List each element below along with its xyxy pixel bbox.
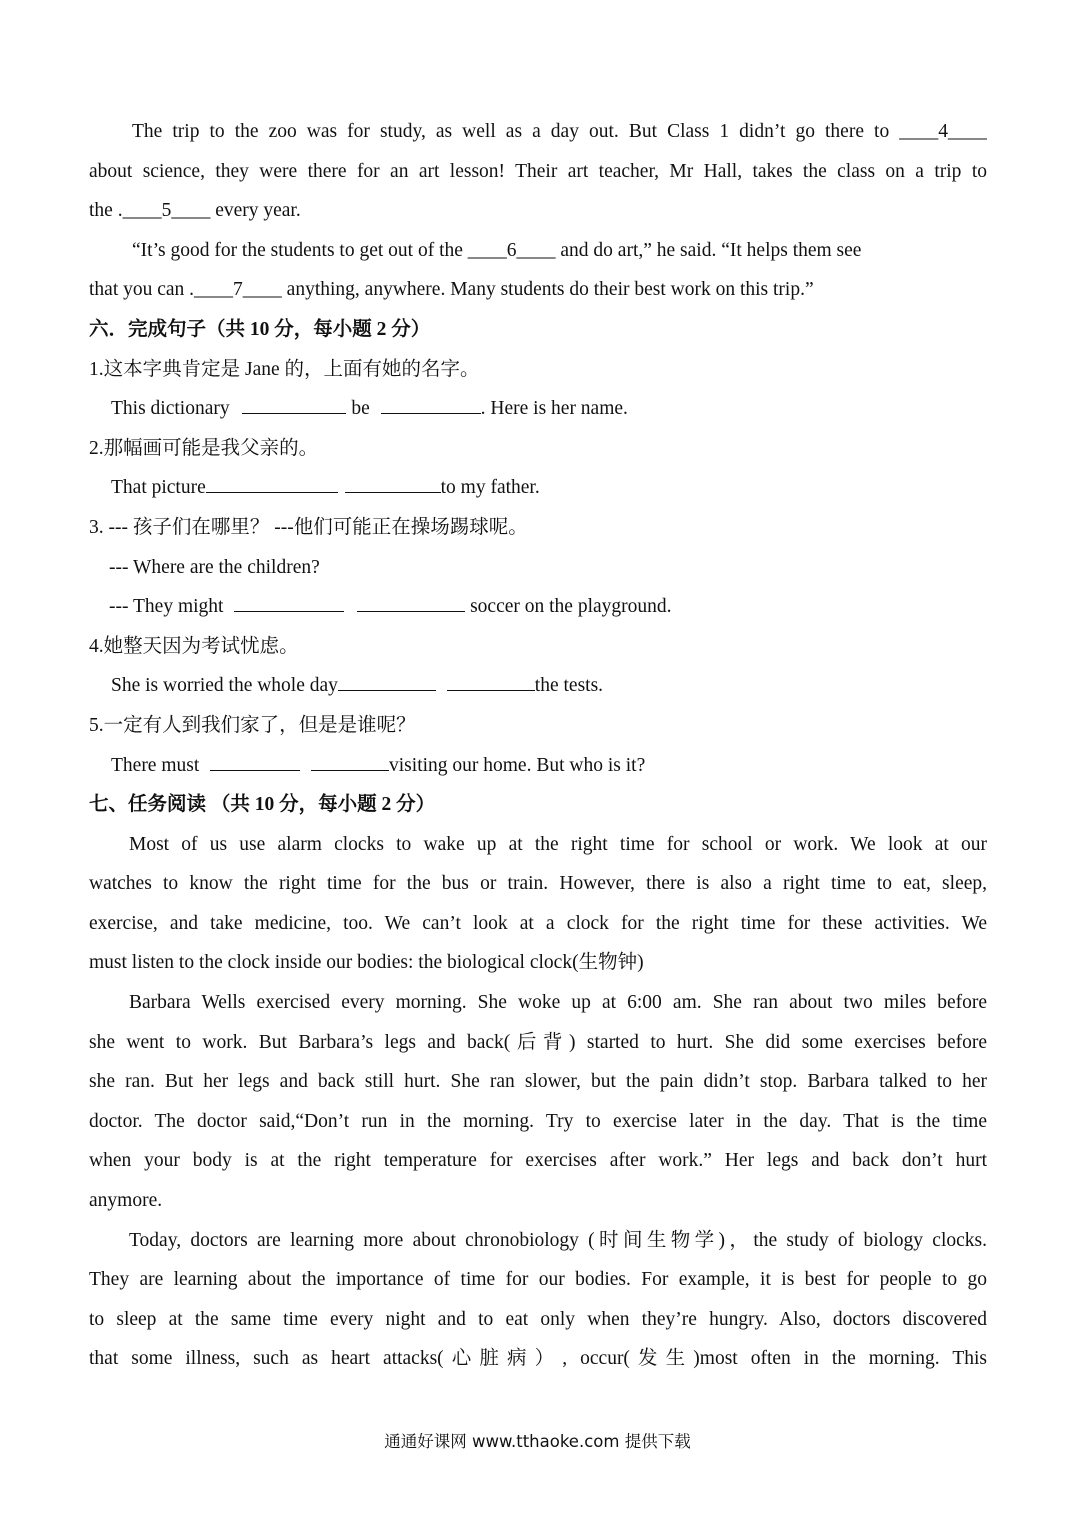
reading-line: that some illness, such as heart attacks(心脏病）, occur(发生)most often in the morning. This xyxy=(89,1348,987,1370)
reading-line: exercise, and take medicine, too. We can’t look at a clock for the right time for these activities. We xyxy=(89,912,987,934)
question-5-text-a: There must xyxy=(111,754,200,776)
reading-line: Today, doctors are learning more about chronobiology (时间生物学)，the study of biology clocks. xyxy=(129,1229,987,1251)
passage-line: that you can .____7____ anything, anywhere. Many students do their best work on this trip.” xyxy=(89,279,814,301)
passage-line: the .____5____ every year. xyxy=(89,200,301,222)
reading-line: anymore. xyxy=(89,1190,163,1212)
question-2-english xyxy=(89,468,987,508)
question-4-english xyxy=(89,666,987,706)
question-3-english-answer xyxy=(89,587,987,627)
question-3-english-question: --- Where are the children? xyxy=(109,556,320,578)
question-5-chinese: 5.一定有人到我们家了，但是是谁呢？ xyxy=(89,714,416,736)
question-4-text-a: She is worried the whole day xyxy=(111,675,338,697)
reading-line: must listen to the clock inside our bodies: the biological clock(生物钟) xyxy=(89,952,644,974)
section-6-heading: 六．完成句子（共 10 分，每小题 2 分） xyxy=(89,318,431,340)
page-footer: 通通好课网 www.tthaoke.com 提供下载 xyxy=(384,1432,691,1451)
answer-blank[interactable] xyxy=(206,472,338,493)
reading-line: she ran. But her legs and back still hurt. She ran slower, but the pain didn’t stop. Barbara talked to her xyxy=(89,1071,987,1093)
question-1-english xyxy=(89,389,987,429)
reading-line: to sleep at the same time every night and to eat only when they’re hungry. Also, doctors discovered xyxy=(89,1308,987,1330)
document-page xyxy=(89,112,987,1379)
question-1-chinese: 1.这本字典肯定是 Jane 的，上面有她的名字。 xyxy=(89,358,480,380)
passage-line: The trip to the zoo was for study, as well as a day out. But Class 1 didn’t go there to ____4____ xyxy=(132,121,987,142)
passage-line: “It’s good for the students to get out of the ____6____ and do art,” he said. “It helps them see xyxy=(132,239,862,261)
reading-line: when your body is at the right temperature for exercises after work.” Her legs and back don’t hurt xyxy=(89,1150,987,1172)
reading-line: Most of us use alarm clocks to wake up at the right time for school or work. We look at our xyxy=(129,833,987,855)
reading-line: Barbara Wells exercised every morning. She woke up at 6:00 am. She ran about two miles before xyxy=(129,992,987,1014)
question-5-english xyxy=(89,746,987,786)
answer-blank[interactable] xyxy=(311,750,389,771)
passage-line: about science, they were there for an art lesson! Their art teacher, Mr Hall, takes the class on a trip to xyxy=(89,160,987,182)
answer-blank[interactable] xyxy=(447,670,535,691)
reading-line: They are learning about the importance of time for our bodies. For example, it is best for people to go xyxy=(89,1269,987,1291)
answer-blank[interactable] xyxy=(357,591,465,612)
question-2-text-b: to my father. xyxy=(440,477,540,499)
reading-line: watches to know the right time for the bus or train. However, there is also a right time to eat, sleep, xyxy=(89,873,987,895)
answer-blank[interactable] xyxy=(345,472,441,493)
answer-blank[interactable] xyxy=(338,670,436,691)
question-2-text-a: That picture xyxy=(111,477,206,499)
section-7-heading: 七、任务阅读 （共 10 分，每小题 2 分） xyxy=(89,794,436,816)
answer-blank[interactable] xyxy=(242,393,346,414)
question-2-chinese: 2.那幅画可能是我父亲的。 xyxy=(89,437,319,459)
question-4-chinese: 4.她整天因为考试忧虑。 xyxy=(89,635,299,657)
answer-blank[interactable] xyxy=(234,591,344,612)
question-3-chinese: 3. --- 孩子们在哪里？ ---他们可能正在操场踢球呢。 xyxy=(89,516,528,538)
question-3-text-a: --- They might xyxy=(109,596,224,618)
question-4-text-b: the tests. xyxy=(534,675,604,697)
question-1-text-a: This dictionary xyxy=(111,398,230,420)
question-1-text-b: be xyxy=(351,398,370,420)
question-1-text-c: . Here is her name. xyxy=(480,398,628,420)
question-5-text-b: visiting our home. But who is it? xyxy=(389,754,646,776)
reading-line: she went to work. But Barbara’s legs and back(后背) started to hurt. She did some exercises before xyxy=(89,1031,987,1053)
question-3-text-b: soccer on the playground. xyxy=(470,596,672,618)
answer-blank[interactable] xyxy=(381,393,481,414)
answer-blank[interactable] xyxy=(210,750,300,771)
reading-line: doctor. The doctor said,“Don’t run in the morning. Try to exercise later in the day. That is the time xyxy=(89,1110,987,1132)
